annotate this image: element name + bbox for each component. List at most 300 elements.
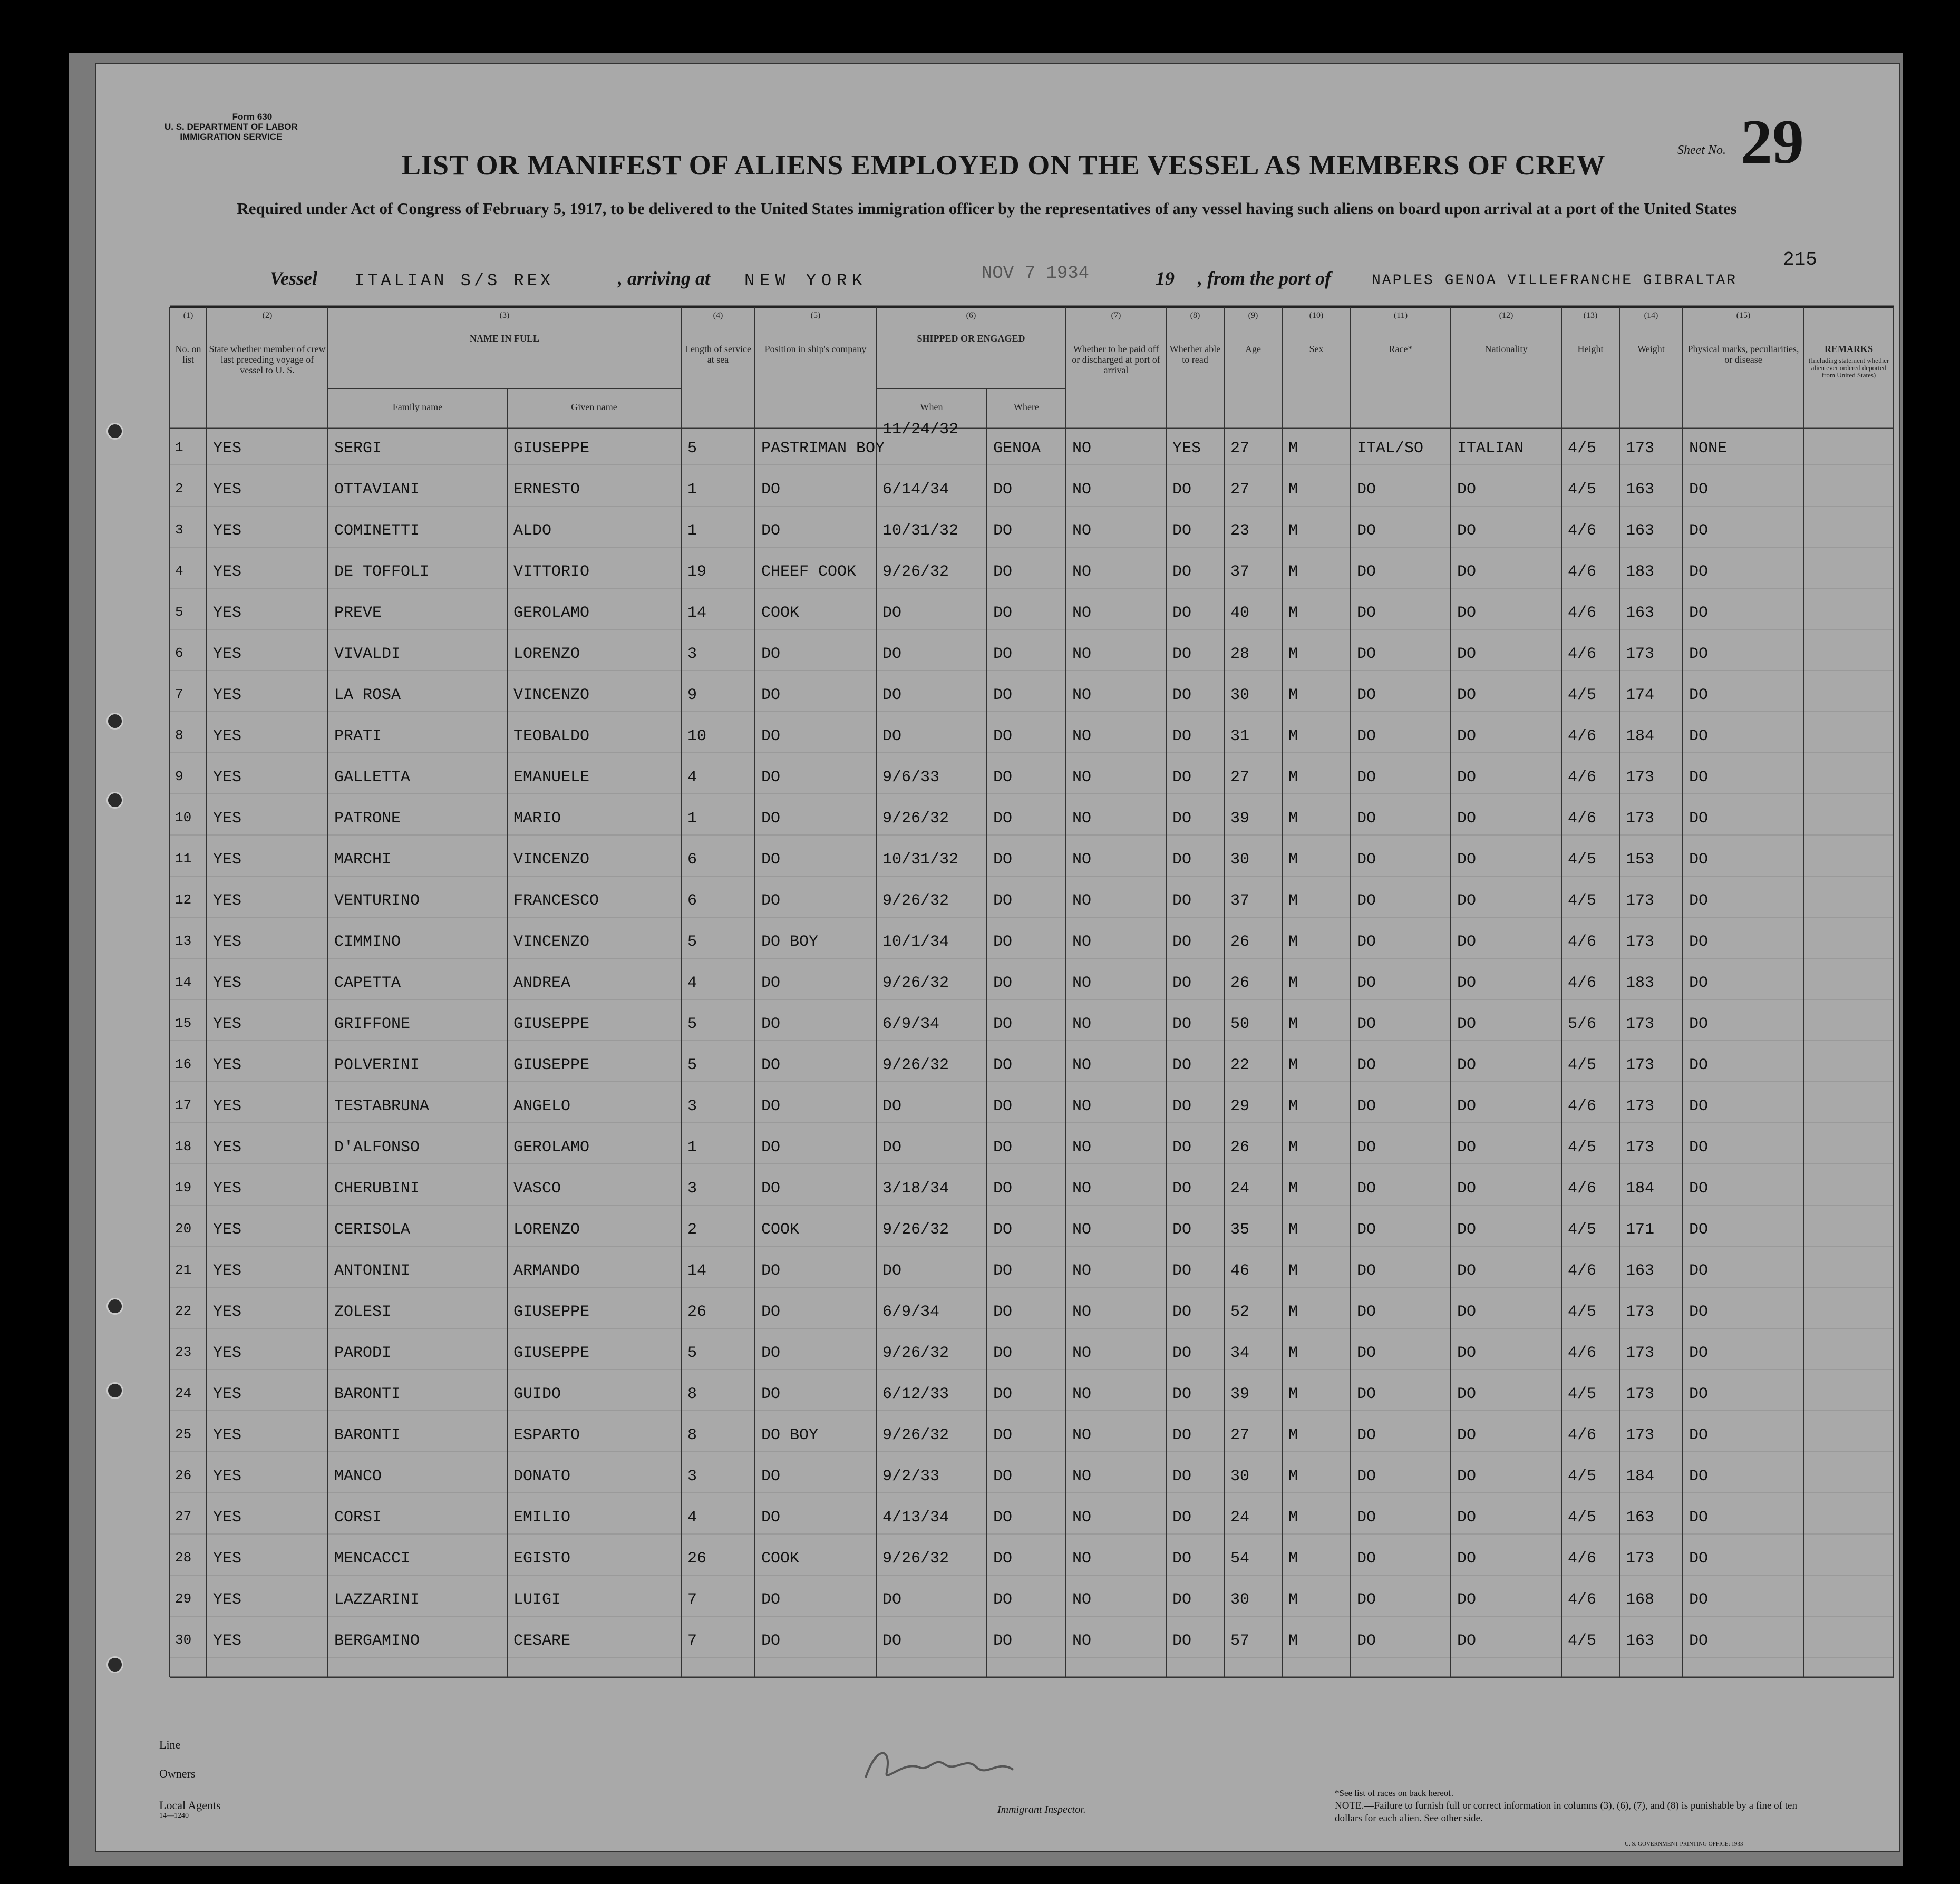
- cell-nat: DO: [1457, 1385, 1477, 1403]
- cell-where: DO: [993, 481, 1013, 499]
- cell-prev: YES: [213, 1509, 242, 1527]
- race-footnote: *See list of races on back hereof.: [1335, 1788, 1454, 1798]
- cell-paid: NO: [1072, 892, 1092, 910]
- cell-nat: DO: [1457, 1098, 1477, 1115]
- cell-race: DO: [1357, 974, 1376, 992]
- cell-age: 35: [1230, 1221, 1250, 1239]
- cell-when: 11/24/32: [882, 421, 959, 439]
- column-number-c4: (4): [713, 311, 723, 320]
- cell-height: 4/6: [1568, 727, 1597, 745]
- cell-race: DO: [1357, 851, 1376, 869]
- cell-marks: DO: [1689, 1426, 1709, 1444]
- cell-given: EMILIO: [513, 1509, 571, 1527]
- cell-prev: YES: [213, 974, 242, 992]
- cell-family: SERGI: [334, 440, 382, 458]
- sheet-number: 29: [1741, 106, 1804, 177]
- cell-height: 5/6: [1568, 1015, 1597, 1033]
- cell-given: VINCENZO: [513, 851, 590, 869]
- cell-where: DO: [993, 604, 1013, 622]
- cell-given: FRANCESCO: [513, 892, 599, 910]
- cell-no: 1: [175, 440, 183, 455]
- cell-weight: 173: [1626, 1550, 1655, 1568]
- cell-sex: M: [1288, 1180, 1298, 1198]
- cell-race: DO: [1357, 563, 1376, 581]
- cell-race: DO: [1357, 1632, 1376, 1650]
- cell-when: 9/26/32: [882, 892, 949, 910]
- cell-height: 4/6: [1568, 563, 1597, 581]
- cell-read: DO: [1172, 1344, 1192, 1362]
- cell-given: GIUSEPPE: [513, 440, 590, 458]
- cell-prev: YES: [213, 1098, 242, 1115]
- cell-weight: 183: [1626, 563, 1655, 581]
- cell-nat: DO: [1457, 563, 1477, 581]
- cell-height: 4/5: [1568, 1303, 1597, 1321]
- cell-position: DO BOY: [761, 933, 819, 951]
- cell-nat: DO: [1457, 769, 1477, 786]
- cell-age: 39: [1230, 1385, 1250, 1403]
- cell-given: MARIO: [513, 810, 561, 828]
- cell-nat: DO: [1457, 1632, 1477, 1650]
- cell-sex: M: [1288, 522, 1298, 540]
- cell-height: 4/6: [1568, 522, 1597, 540]
- column-number-c3: (3): [499, 311, 510, 320]
- cell-no: 29: [175, 1591, 192, 1607]
- cell-when: DO: [882, 604, 902, 622]
- cell-prev: YES: [213, 522, 242, 540]
- cell-marks: DO: [1689, 1591, 1709, 1609]
- cell-age: 24: [1230, 1509, 1250, 1527]
- cell-prev: YES: [213, 1385, 242, 1403]
- cell-read: DO: [1172, 1180, 1192, 1198]
- cell-read: DO: [1172, 1468, 1192, 1485]
- cell-height: 4/5: [1568, 440, 1597, 458]
- cell-read: DO: [1172, 974, 1192, 992]
- cell-weight: 153: [1626, 851, 1655, 869]
- cell-given: ALDO: [513, 522, 552, 540]
- cell-given: GIUSEPPE: [513, 1015, 590, 1033]
- cell-sex: M: [1288, 974, 1298, 992]
- cell-service: 1: [687, 810, 697, 828]
- cell-height: 4/5: [1568, 1139, 1597, 1157]
- inspector-signature: [855, 1741, 1024, 1788]
- subheader-family: Family name: [392, 402, 443, 412]
- cell-where: DO: [993, 892, 1013, 910]
- cell-sex: M: [1288, 1139, 1298, 1157]
- cell-marks: DO: [1689, 769, 1709, 786]
- cell-age: 26: [1230, 974, 1250, 992]
- cell-no: 5: [175, 604, 183, 620]
- cell-paid: NO: [1072, 933, 1092, 951]
- cell-family: MARCHI: [334, 851, 392, 869]
- cell-height: 4/6: [1568, 933, 1597, 951]
- cell-position: DO: [761, 1632, 781, 1650]
- cell-read: DO: [1172, 892, 1192, 910]
- cell-family: LA ROSA: [334, 686, 401, 704]
- cell-nat: DO: [1457, 1180, 1477, 1198]
- cell-marks: DO: [1689, 1056, 1709, 1074]
- cell-height: 4/5: [1568, 686, 1597, 704]
- cell-read: DO: [1172, 1426, 1192, 1444]
- cell-sex: M: [1288, 1056, 1298, 1074]
- cell-height: 4/6: [1568, 604, 1597, 622]
- cell-family: MANCO: [334, 1468, 382, 1485]
- cell-age: 27: [1230, 440, 1250, 458]
- cell-family: MENCACCI: [334, 1550, 411, 1568]
- cell-position: DO: [761, 1385, 781, 1403]
- cell-age: 37: [1230, 563, 1250, 581]
- cell-weight: 173: [1626, 933, 1655, 951]
- cell-race: DO: [1357, 645, 1376, 663]
- cell-family: VIVALDI: [334, 645, 401, 663]
- cell-read: DO: [1172, 1303, 1192, 1321]
- cell-no: 21: [175, 1262, 192, 1278]
- cell-no: 19: [175, 1180, 192, 1196]
- cell-read: DO: [1172, 481, 1192, 499]
- cell-weight: 183: [1626, 974, 1655, 992]
- cell-no: 22: [175, 1303, 192, 1319]
- cell-position: DO: [761, 1056, 781, 1074]
- cell-position: DO: [761, 1180, 781, 1198]
- cell-no: 17: [175, 1098, 192, 1113]
- cell-weight: 163: [1626, 604, 1655, 622]
- cell-paid: NO: [1072, 645, 1092, 663]
- cell-weight: 173: [1626, 440, 1655, 458]
- cell-where: DO: [993, 1468, 1013, 1485]
- cell-where: DO: [993, 769, 1013, 786]
- cell-no: 20: [175, 1221, 192, 1237]
- cell-age: 26: [1230, 933, 1250, 951]
- cell-where: DO: [993, 1015, 1013, 1033]
- cell-prev: YES: [213, 892, 242, 910]
- cell-race: DO: [1357, 727, 1376, 745]
- cell-race: DO: [1357, 892, 1376, 910]
- cell-age: 46: [1230, 1262, 1250, 1280]
- cell-no: 25: [175, 1426, 192, 1442]
- column-header-c8: Whether able to read: [1169, 344, 1221, 365]
- inspector-label: Immigrant Inspector.: [997, 1804, 1086, 1815]
- cell-position: DO: [761, 892, 781, 910]
- remarks-note: (Including statement whether alien ever ordered deported from United States): [1808, 356, 1889, 379]
- cell-marks: DO: [1689, 1632, 1709, 1650]
- cell-paid: NO: [1072, 1221, 1092, 1239]
- cell-when: DO: [882, 1632, 902, 1650]
- cell-marks: DO: [1689, 810, 1709, 828]
- cell-sex: M: [1288, 1509, 1298, 1527]
- table-grid: [96, 64, 1899, 1851]
- cell-no: 30: [175, 1632, 192, 1648]
- cell-height: 4/6: [1568, 1344, 1597, 1362]
- cell-no: 24: [175, 1385, 192, 1401]
- column-number-c11: (11): [1393, 311, 1408, 320]
- cell-given: ESPARTO: [513, 1426, 580, 1444]
- cell-read: DO: [1172, 1015, 1192, 1033]
- cell-prev: YES: [213, 686, 242, 704]
- cell-marks: DO: [1689, 1385, 1709, 1403]
- cell-height: 4/6: [1568, 1098, 1597, 1115]
- cell-age: 27: [1230, 1426, 1250, 1444]
- cell-when: 10/31/32: [882, 851, 959, 869]
- service-name: IMMIGRATION SERVICE: [180, 132, 283, 142]
- cell-service: 5: [687, 1344, 697, 1362]
- cell-given: GEROLAMO: [513, 1139, 590, 1157]
- cell-no: 7: [175, 686, 183, 702]
- cell-sex: M: [1288, 769, 1298, 786]
- cell-family: CHERUBINI: [334, 1180, 420, 1198]
- cell-weight: 163: [1626, 522, 1655, 540]
- cell-sex: M: [1288, 563, 1298, 581]
- cell-marks: DO: [1689, 933, 1709, 951]
- cell-marks: DO: [1689, 1344, 1709, 1362]
- cell-paid: NO: [1072, 481, 1092, 499]
- cell-family: TESTABRUNA: [334, 1098, 430, 1115]
- cell-when: 6/9/34: [882, 1303, 940, 1321]
- cell-service: 3: [687, 645, 697, 663]
- column-header-remarks: REMARKS: [1824, 344, 1873, 354]
- cell-service: 6: [687, 892, 697, 910]
- cell-paid: NO: [1072, 1015, 1092, 1033]
- punch-hole: [106, 1382, 123, 1399]
- cell-given: ANDREA: [513, 974, 571, 992]
- punch-hole: [106, 1298, 123, 1315]
- cell-read: DO: [1172, 769, 1192, 786]
- cell-height: 4/5: [1568, 1385, 1597, 1403]
- cell-where: DO: [993, 1056, 1013, 1074]
- cell-family: GRIFFONE: [334, 1015, 411, 1033]
- cell-nat: DO: [1457, 645, 1477, 663]
- cell-read: DO: [1172, 1221, 1192, 1239]
- cell-nat: DO: [1457, 1591, 1477, 1609]
- cell-prev: YES: [213, 1056, 242, 1074]
- cell-where: DO: [993, 1180, 1013, 1198]
- cell-where: DO: [993, 1550, 1013, 1568]
- cell-where: DO: [993, 1591, 1013, 1609]
- cell-prev: YES: [213, 851, 242, 869]
- cell-prev: YES: [213, 1591, 242, 1609]
- cell-given: CESARE: [513, 1632, 571, 1650]
- cell-race: DO: [1357, 1509, 1376, 1527]
- cell-height: 4/6: [1568, 1180, 1597, 1198]
- cell-sex: M: [1288, 892, 1298, 910]
- cell-race: DO: [1357, 1262, 1376, 1280]
- cell-paid: NO: [1072, 604, 1092, 622]
- cell-paid: NO: [1072, 440, 1092, 458]
- cell-marks: DO: [1689, 1303, 1709, 1321]
- cell-read: DO: [1172, 1632, 1192, 1650]
- cell-weight: 173: [1626, 1344, 1655, 1362]
- cell-no: 10: [175, 810, 192, 826]
- cell-no: 4: [175, 563, 183, 579]
- cell-read: DO: [1172, 933, 1192, 951]
- column-header-c13: Height: [1577, 344, 1604, 354]
- punch-hole: [106, 423, 123, 440]
- column-header-c15: Physical marks, peculiarities, or disease: [1687, 344, 1799, 365]
- cell-paid: NO: [1072, 686, 1092, 704]
- cell-service: 2: [687, 1221, 697, 1239]
- cell-marks: DO: [1689, 851, 1709, 869]
- cell-prev: YES: [213, 1468, 242, 1485]
- agents-form-number: 14—1240: [159, 1812, 189, 1820]
- cell-service: 8: [687, 1385, 697, 1403]
- cell-sex: M: [1288, 1262, 1298, 1280]
- cell-read: DO: [1172, 563, 1192, 581]
- cell-where: DO: [993, 1303, 1013, 1321]
- cell-age: 24: [1230, 1180, 1250, 1198]
- cell-nat: ITALIAN: [1457, 440, 1524, 458]
- cell-position: CHEEF COOK: [761, 563, 857, 581]
- form-number: Form 630: [232, 112, 273, 122]
- cell-marks: DO: [1689, 1098, 1709, 1115]
- cell-position: DO: [761, 974, 781, 992]
- cell-when: 9/6/33: [882, 769, 940, 786]
- cell-family: PATRONE: [334, 810, 401, 828]
- cell-nat: DO: [1457, 1303, 1477, 1321]
- cell-paid: NO: [1072, 1180, 1092, 1198]
- date-stamp: NOV 7 1934: [982, 264, 1090, 284]
- cell-position: DO: [761, 522, 781, 540]
- cell-when: DO: [882, 1098, 902, 1115]
- cell-weight: 163: [1626, 1262, 1655, 1280]
- cell-paid: NO: [1072, 1303, 1092, 1321]
- cell-marks: DO: [1689, 645, 1709, 663]
- column-number-c13: (13): [1583, 311, 1598, 320]
- cell-family: BARONTI: [334, 1426, 401, 1444]
- cell-height: 4/6: [1568, 810, 1597, 828]
- cell-where: DO: [993, 727, 1013, 745]
- cell-when: 9/26/32: [882, 1426, 949, 1444]
- cell-race: DO: [1357, 1180, 1376, 1198]
- cell-no: 14: [175, 974, 192, 990]
- cell-given: ERNESTO: [513, 481, 580, 499]
- cell-service: 5: [687, 1056, 697, 1074]
- cell-given: GIUSEPPE: [513, 1303, 590, 1321]
- cell-position: COOK: [761, 1221, 800, 1239]
- cell-position: DO: [761, 1098, 781, 1115]
- cell-where: DO: [993, 645, 1013, 663]
- cell-position: DO: [761, 727, 781, 745]
- cell-nat: DO: [1457, 1468, 1477, 1485]
- cell-age: 29: [1230, 1098, 1250, 1115]
- cell-given: TEOBALDO: [513, 727, 590, 745]
- cell-service: 6: [687, 851, 697, 869]
- cell-nat: DO: [1457, 481, 1477, 499]
- cell-prev: YES: [213, 481, 242, 499]
- cell-where: DO: [993, 563, 1013, 581]
- cell-given: LORENZO: [513, 1221, 580, 1239]
- cell-position: DO: [761, 1262, 781, 1280]
- cell-where: DO: [993, 1221, 1013, 1239]
- cell-weight: 184: [1626, 727, 1655, 745]
- cell-service: 9: [687, 686, 697, 704]
- cell-height: 4/5: [1568, 851, 1597, 869]
- cell-paid: NO: [1072, 769, 1092, 786]
- cell-position: DO BOY: [761, 1426, 819, 1444]
- cell-read: YES: [1172, 440, 1201, 458]
- cell-paid: NO: [1072, 1591, 1092, 1609]
- cell-position: DO: [761, 810, 781, 828]
- cell-given: VINCENZO: [513, 933, 590, 951]
- sheet-label: Sheet No.: [1677, 143, 1726, 157]
- cell-height: 4/6: [1568, 1426, 1597, 1444]
- cell-family: LAZZARINI: [334, 1591, 420, 1609]
- cell-race: DO: [1357, 1015, 1376, 1033]
- cell-family: CIMMINO: [334, 933, 401, 951]
- cell-marks: NONE: [1689, 440, 1728, 458]
- cell-nat: DO: [1457, 727, 1477, 745]
- punch-hole: [106, 792, 123, 809]
- cell-age: 54: [1230, 1550, 1250, 1568]
- cell-sex: M: [1288, 810, 1298, 828]
- cell-sex: M: [1288, 727, 1298, 745]
- cell-service: 7: [687, 1632, 697, 1650]
- cell-prev: YES: [213, 1550, 242, 1568]
- cell-nat: DO: [1457, 1509, 1477, 1527]
- cell-no: 15: [175, 1015, 192, 1031]
- column-header-c12: Nationality: [1484, 344, 1528, 354]
- cell-sex: M: [1288, 440, 1298, 458]
- cell-race: DO: [1357, 481, 1376, 499]
- cell-prev: YES: [213, 1303, 242, 1321]
- cell-nat: DO: [1457, 1221, 1477, 1239]
- cell-sex: M: [1288, 1385, 1298, 1403]
- cell-age: 57: [1230, 1632, 1250, 1650]
- cell-nat: DO: [1457, 851, 1477, 869]
- cell-when: 9/26/32: [882, 563, 949, 581]
- cell-prev: YES: [213, 1221, 242, 1239]
- cell-paid: NO: [1072, 1262, 1092, 1280]
- cell-weight: 173: [1626, 1098, 1655, 1115]
- cell-marks: DO: [1689, 686, 1709, 704]
- cell-no: 3: [175, 522, 183, 538]
- cell-family: PREVE: [334, 604, 382, 622]
- cell-where: DO: [993, 1509, 1013, 1527]
- cell-height: 4/6: [1568, 1591, 1597, 1609]
- column-number-c7: (7): [1111, 311, 1121, 320]
- cell-race: DO: [1357, 604, 1376, 622]
- cell-race: DO: [1357, 1385, 1376, 1403]
- punch-hole: [106, 1656, 123, 1673]
- cell-weight: 173: [1626, 1385, 1655, 1403]
- cell-service: 14: [687, 604, 707, 622]
- from-port-label: , from the port of: [1198, 268, 1332, 289]
- cell-age: 22: [1230, 1056, 1250, 1074]
- cell-height: 4/5: [1568, 1221, 1597, 1239]
- column-header-c4: Length of service at sea: [685, 344, 751, 365]
- column-number-c15: (15): [1736, 311, 1751, 320]
- cell-given: GIUSEPPE: [513, 1056, 590, 1074]
- cell-prev: YES: [213, 1139, 242, 1157]
- cell-marks: DO: [1689, 1015, 1709, 1033]
- cell-height: 4/5: [1568, 1468, 1597, 1485]
- cell-height: 4/6: [1568, 769, 1597, 786]
- cell-where: DO: [993, 1098, 1013, 1115]
- arrival-port: NEW YORK: [744, 271, 868, 290]
- cell-age: 34: [1230, 1344, 1250, 1362]
- cell-marks: DO: [1689, 1262, 1709, 1280]
- column-header-c2: State whether member of crew last preceding voyage of vessel to U. S.: [209, 344, 326, 375]
- cell-family: PARODI: [334, 1344, 392, 1362]
- cell-race: DO: [1357, 1591, 1376, 1609]
- cell-sex: M: [1288, 1015, 1298, 1033]
- cell-read: DO: [1172, 1056, 1192, 1074]
- departure-ports: NAPLES GENOA VILLEFRANCHE GIBRALTAR: [1372, 273, 1738, 289]
- cell-paid: NO: [1072, 1385, 1092, 1403]
- subheader-where: Where: [1014, 402, 1039, 412]
- cell-no: 11: [175, 851, 192, 867]
- cell-prev: YES: [213, 1632, 242, 1650]
- cell-nat: DO: [1457, 522, 1477, 540]
- cell-age: 50: [1230, 1015, 1250, 1033]
- cell-height: 4/6: [1568, 1262, 1597, 1280]
